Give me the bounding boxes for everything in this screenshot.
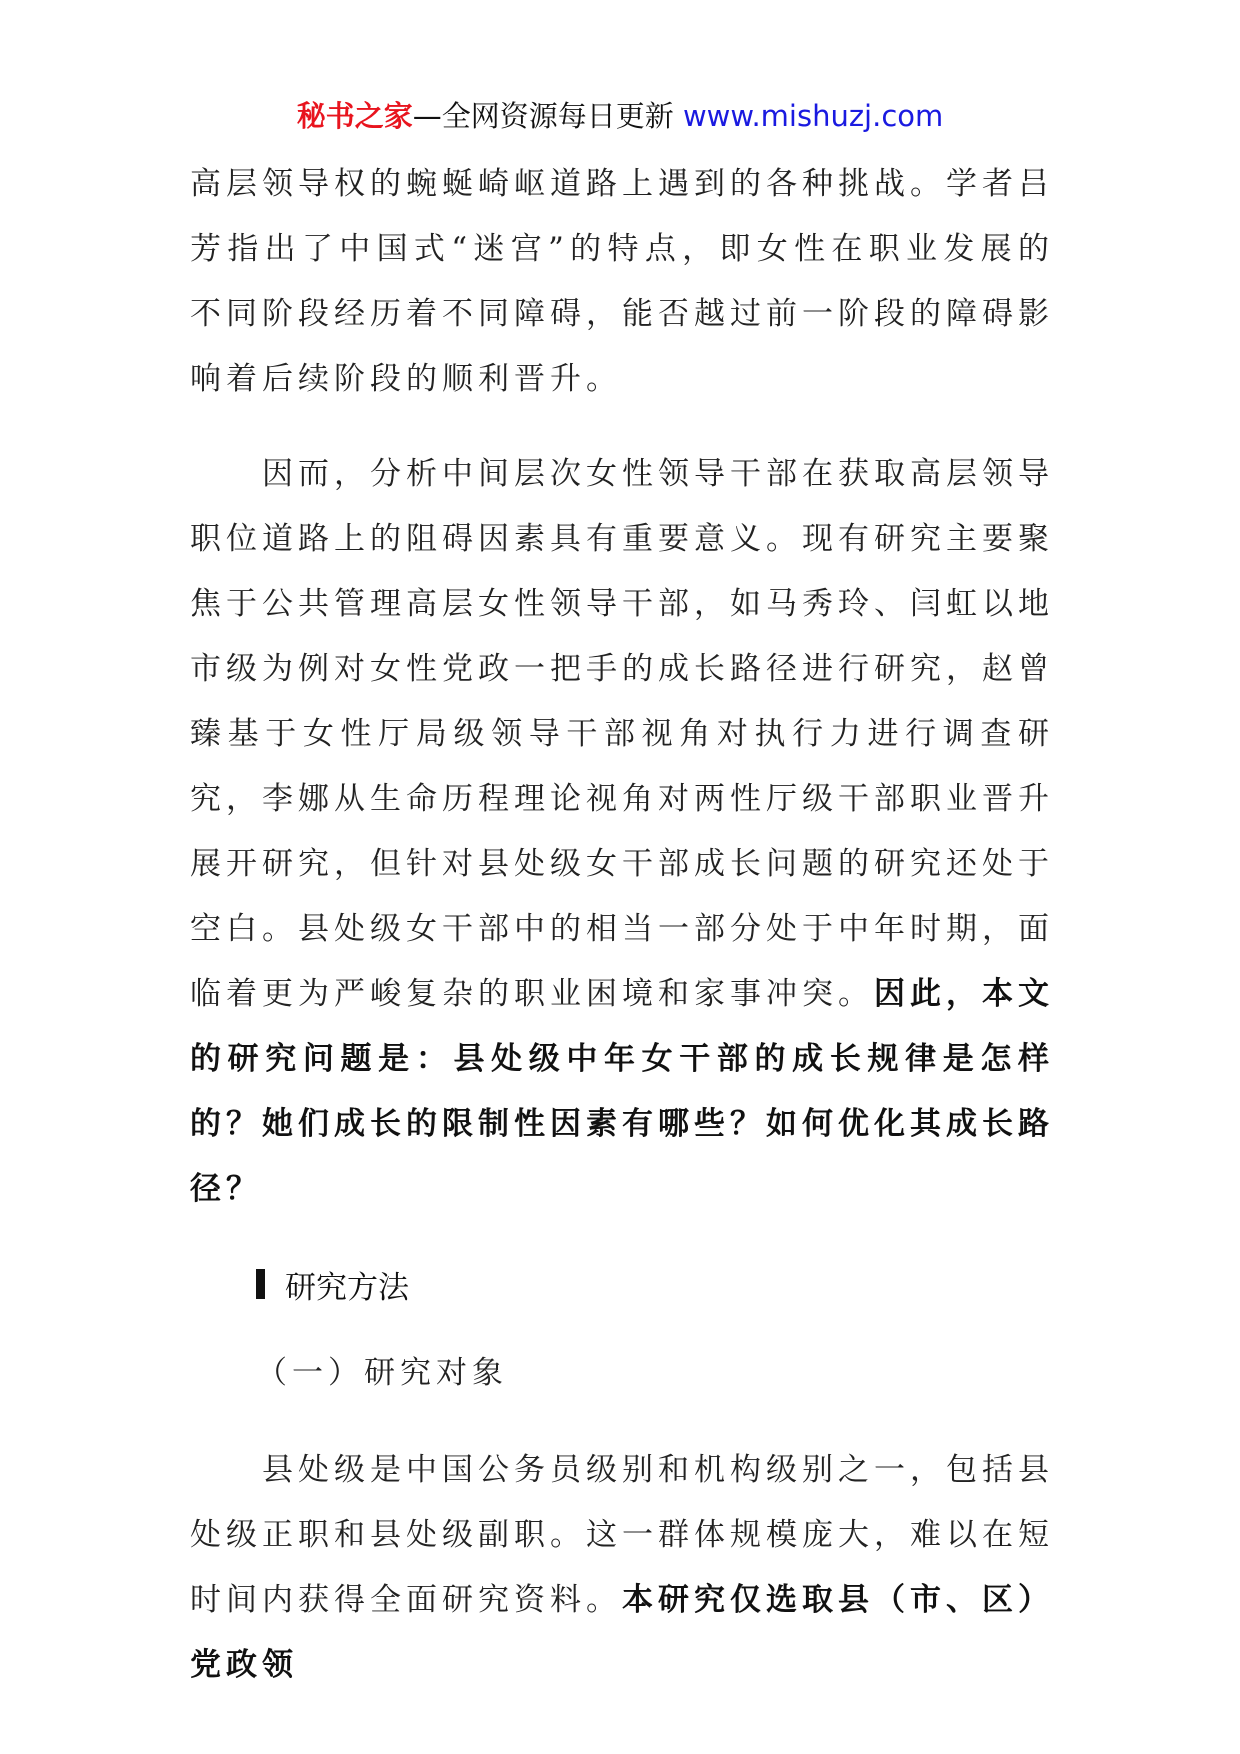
site-url-link[interactable]: www.mishuzj.com bbox=[682, 99, 944, 133]
paragraph-research-object bbox=[190, 1438, 1054, 1698]
document-body bbox=[190, 152, 1054, 1698]
subsection-heading: （一）研究对象 bbox=[256, 1355, 508, 1391]
header-tagline: —全网资源每日更新 bbox=[412, 99, 674, 133]
section-heading bbox=[190, 1260, 1054, 1308]
paragraph-bold-text: 本研究仅选取县（市、区）党政领 bbox=[190, 1582, 1054, 1683]
paragraph-research-question bbox=[190, 442, 1054, 1222]
site-header-banner bbox=[0, 96, 1240, 136]
heading-bar-marker bbox=[256, 1269, 265, 1299]
section-heading-text: 研究方法 bbox=[285, 1269, 409, 1306]
paragraph-text: 因而，分析中间层次女性领导干部在获取高层领导职位道路上的阻碍因素具有重要意义。现有研究主要聚焦于公共管理高层女性领导干部，如马秀玲、闫虹以地市级为例对女性党政一把手的成长路径进行研究，赵曾臻基于女性厅局级领导干部视角对执行力进行调查研究，李娜从生命历程理论视角对两性厅级干部职业晋升展开研究，但针对县处级女干部成长问题的研究还处于空白。县处级女干部中的相当一部分处于中年时期，面临着更为严峻复杂的职业困境和家事冲突。 bbox=[190, 456, 1054, 1012]
paragraph-continuation bbox=[190, 152, 1054, 412]
brand-name: 秘书之家 bbox=[296, 99, 413, 133]
paragraph-bold-text: 因此，本文的研究问题是：县处级中年女干部的成长规律是怎样的？她们成长的限制性因素有哪些？如何优化其成长路径？ bbox=[190, 976, 1054, 1207]
paragraph-text: 县处级是中国公务员级别和机构级别之一，包括县处级正职和县处级副职。这一群体规模庞大，难以在短时间内获得全面研究资料。 bbox=[190, 1452, 1054, 1618]
paragraph-text: 高层领导权的蜿蜒崎岖道路上遇到的各种挑战。学者吕芳指出了中国式“迷宫”的特点，即女性在职业发展的不同阶段经历着不同障碍，能否越过前一阶段的障碍影响着后续阶段的顺利晋升。 bbox=[190, 166, 1054, 397]
